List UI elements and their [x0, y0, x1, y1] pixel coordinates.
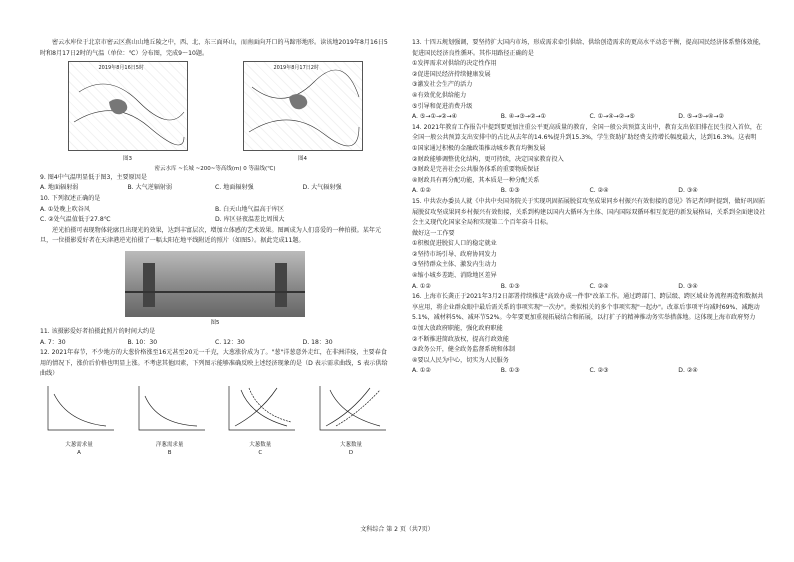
q9-option-b: B. 大气逆辐射弱	[127, 184, 173, 192]
q9-options	[40, 183, 390, 194]
supply-demand-graphs	[40, 382, 390, 456]
q10-option-b: B. 白天山地气温高于库区	[215, 205, 284, 213]
q16-item-1: ①加大放政府职能，强化政府职能	[412, 325, 503, 333]
q16-item-3: ③政务公开，健全政务监督系统和体制	[412, 346, 515, 354]
q11-option-c: C. 12：30	[215, 338, 245, 346]
q13-item-1: ①发挥需求对供给的决定性作用	[412, 60, 497, 68]
q16-item-4: ④要以人民为中心，切实为人民服务	[412, 356, 509, 364]
q15-item-1: ①积极促进脱贫人口的稳定就业	[412, 240, 497, 248]
graph-c-plot	[221, 382, 299, 436]
q14-option-d: D. ③④	[678, 187, 698, 195]
q10-option-d: D. 库区昼夜温差比周围大	[215, 216, 285, 224]
q9-option-c: C. 地面辐射强	[215, 184, 254, 192]
q15-option-b: B. ①③	[500, 282, 520, 290]
q10-option-c: C. ②处气温值低于27.8℃	[40, 216, 111, 224]
q14-item-1: ①国家通过积极的金融政策推动城乡教育均衡发展	[412, 144, 546, 152]
graph-d-xlabel: 大葱数量	[339, 441, 362, 448]
q13-option-b: B. ④→③→②→①	[500, 113, 546, 121]
q13-item-4: ④有效优化供给能力	[412, 91, 467, 99]
q16-option-c: C. ②③	[589, 367, 609, 375]
q14-item-4: ④财政具有再分配功能，其本质是一种分配关系	[412, 176, 540, 184]
harbor-photo	[125, 251, 305, 317]
q15-item-2: ②坚持市场引导、政府协同发力	[412, 250, 497, 258]
horizon-line	[125, 291, 305, 293]
page-footer: 文科综合 第 2 页（共7页）	[360, 526, 434, 533]
graph-c-letter: C	[258, 449, 263, 456]
graph-a-plot	[40, 382, 118, 436]
graph-b	[131, 382, 209, 456]
graph-b-letter: B	[167, 449, 172, 456]
q11-options	[40, 338, 390, 349]
graph-b-xlabel: 洋葱需求量	[155, 441, 184, 448]
q14-options	[412, 186, 767, 197]
q13-item-3: ③激发社会生产的活力	[412, 81, 473, 89]
q16-option-a: A. ①②	[412, 367, 431, 375]
question-9: 9. 图4中气温明显低于图3，主要原因是	[40, 173, 147, 181]
graph-d-plot	[312, 382, 390, 436]
question-16: 16. 上海市长龚正于2021年3月2日部署持续推进"高效办成一件事"改革工作。通过跨部门、跨层级、跨区域业务流程再造和数据共享应用，将企业群众眼中最后需关系的事项实现"一次办"。类似相关的多个事项实现"一起办"。改革后事项平均减时69%、减跑动5.1%，减材料5%、减环节52%。今年要更加重视拓展结合和拓展，以打扩子的精神推动务实举措落地。这体现上海市政府努力	[412, 293, 764, 322]
map-2	[243, 61, 363, 163]
q15-option-d: D. ③④	[678, 282, 698, 290]
q11-option-a: A. 7：30	[40, 338, 66, 346]
intro-passage-2: 逆光拍摄可表现物体轮廓且出现光的效果，达到丰富层次，增加立体感的艺术效果。图画成为人们喜爱的一种拍摄。某年元旦，一位摄影爱好者在天津港逆光拍摄了一幅太阳在地平线附近的照片（如图5）。据此完成11题。	[40, 226, 382, 245]
isotherm-lines-1	[69, 62, 187, 150]
question-15: 15. 中共农办委员人就《中共中央国务院关于实现巩固拓展脱贫攻坚成果同乡村振兴有效衔接的意见》答记者问时提到，做好巩固拓展脱贫攻坚成果同乡村振兴有效衔接，关系到构建以国内大循环为主体、国内国际双循环相互促进的新发展格局，关系到全面建设社会主义现代化国家全局和实现第二个百年奋斗目标。	[412, 197, 766, 227]
q15-item-4: ④缩小城乡差距、消除地区差异	[412, 272, 497, 280]
question-13: 13. 十四五规划强调，要坚持扩大国内市场，形成需求牵引供给、供给创造需求的更高水平动态平衡，提高国民经济体系整体效能，促进国民经济良性循环。其作用路径正确的是	[412, 39, 765, 57]
q14-option-a: A. ①②	[412, 187, 431, 195]
q15-item-3: ③坚持群众主体、激发内生动力	[412, 261, 497, 269]
graph-a-xlabel: 大葱需求量	[65, 441, 93, 448]
q13-options	[412, 112, 767, 123]
q15-option-a: A. ①②	[412, 282, 431, 290]
right-column	[412, 38, 767, 377]
map2-title: 2019年8月17日2时	[273, 65, 319, 72]
fig5-caption: 图5	[210, 319, 220, 326]
graph-c	[221, 382, 299, 456]
q11-option-b: B. 10：30	[127, 338, 158, 346]
q9-option-d: D. 大气辐射强	[302, 184, 342, 192]
isotherm-lines-2	[244, 62, 362, 150]
q14-item-2: ②财政能够调整优化结构，更可持续，决定国家教育投入	[412, 155, 564, 163]
fig4-caption: 图4	[298, 155, 307, 162]
q14-option-c: C. ②④	[589, 187, 609, 195]
graph-d	[312, 382, 390, 456]
gate-pillar-left	[143, 263, 155, 307]
temperature-map-1	[68, 61, 188, 151]
q13-item-2: ②促进国民经济持续健康发展	[412, 70, 491, 78]
q10-option-a: A. ①处晚上吹谷风	[40, 205, 90, 213]
left-column	[40, 38, 390, 456]
question-11: 11. 该摄影爱好者拍摄此照片的时间大约是	[40, 327, 156, 335]
map-1	[68, 61, 188, 163]
q10-options-cd	[40, 215, 390, 226]
graph-d-letter: D	[348, 449, 354, 456]
fig3-caption: 图3	[123, 155, 132, 162]
q15-options	[412, 282, 767, 293]
question-10: 10. 下列叙述正确的是	[40, 194, 101, 202]
graph-c-xlabel: 大葱数量	[249, 441, 272, 448]
q11-option-d: D. 18：30	[302, 338, 333, 346]
graph-a	[40, 382, 118, 456]
q13-option-d: D. ⑤→③→④→②	[678, 113, 724, 121]
q10-options-ab	[40, 205, 390, 216]
q15-sub: 做好这一工作要	[412, 229, 455, 237]
q14-option-b: B. ①③	[500, 187, 520, 195]
q16-option-d: D. ②④	[678, 367, 698, 375]
map1-title: 2019年8月16日5时	[98, 65, 144, 72]
q13-option-c: C. ①→④→②→⑤	[589, 113, 635, 121]
q16-item-2: ②不断推进简政放权，提高行政效能	[412, 335, 509, 343]
graph-b-plot	[131, 382, 209, 436]
maps-row	[40, 61, 390, 163]
q14-item-3: ③财政是完善社会公共服务体系的重要物质保证	[412, 166, 540, 174]
q13-option-a: A. ⑤→①→②→④	[412, 113, 458, 121]
q9-option-a: A. 地面辐射弱	[40, 184, 79, 192]
map-legend: 密云水库 ~长城 ~200~等高线(m) 0 等温线(℃)	[154, 165, 276, 172]
intro-passage: 密云水库位于北京市密云区燕山山地丘陵之中，西、北、东三面环山，而南面向开口的马蹄形地形。读该地2019年8月16日5时和8月17日2时的气温（单位：℃）分布图，完成9～10题。	[40, 39, 388, 57]
q16-option-b: B. ①③	[500, 367, 520, 375]
question-14: 14. 2021年教育工作报告中提到要更加注重公平更高质量的教育，全国一般公共预算支出中，教育支出依旧排在民生投入首位，在全国一般公共预算支出安排中的占比从去年的14.6%提升到15.3%，学生资助扩助经费支持增长幅度最大，达到16.3%。这表明	[412, 123, 763, 142]
q16-options	[412, 366, 767, 377]
q13-item-5: ⑤引导和促进消费升级	[412, 102, 473, 110]
gate-pillar-right	[275, 263, 287, 307]
q15-option-c: C. ②④	[589, 282, 609, 290]
question-12: 12. 2021年春节，不少地方的大葱价格涨至16元甚至20元一千克，大葱涨价成为了。"葱"洋葱意外走红，在非洲洋疫，主要春食用的情况下，涨价后价格也明显上涨。不考虑其他因素，下列图示能够准确反映上述经济现象的是（D 表示需求曲线，S 表示供给曲线）	[40, 349, 388, 378]
graph-a-letter: A	[77, 449, 81, 456]
temperature-map-2	[243, 61, 363, 151]
